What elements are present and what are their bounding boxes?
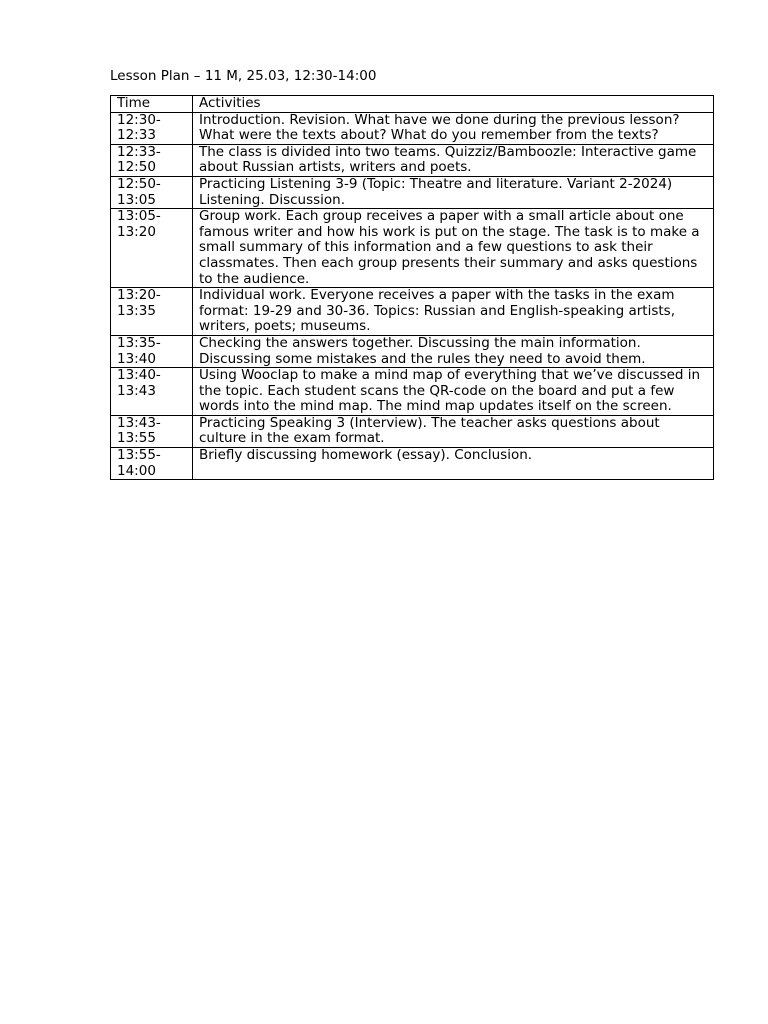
table-row [111, 176, 714, 208]
time-cell [111, 288, 193, 336]
table-row [111, 448, 714, 480]
table-row [111, 368, 714, 416]
time-end: 13:20 [117, 223, 156, 240]
activity-cell: Practicing Listening 3-9 (Topic: Theatre and literature. Variant 2-2024) Listening. Discussion. [193, 176, 714, 208]
time-start: 13:43- [117, 415, 161, 431]
time-end: 13:05 [117, 191, 156, 208]
time-start: 12:50- [117, 176, 161, 192]
time-cell [111, 209, 193, 288]
time-cell [111, 176, 193, 208]
table-row [111, 144, 714, 176]
table-header-row [111, 96, 714, 113]
time-end: 13:55 [117, 430, 156, 447]
time-start: 13:40- [117, 367, 161, 384]
activity-cell: Briefly discussing homework (essay). Conclusion. [193, 448, 714, 480]
time-cell [111, 144, 193, 176]
lesson-plan-table [110, 95, 714, 480]
time-end: 12:50 [117, 159, 156, 176]
activity-cell: The class is divided into two teams. Quizziz/Bamboozle: Interactive game about Russian artists, writers and poets. [193, 144, 714, 176]
header-activities: Activities [193, 96, 714, 113]
table-row [111, 209, 714, 288]
time-cell [111, 415, 193, 447]
time-start: 12:33- [117, 144, 161, 160]
activity-cell: Individual work. Everyone receives a paper with the tasks in the exam format: 19-29 and 30-36. Topics: Russian and English-speaking artists, writers, poets; museums. [193, 288, 714, 336]
time-end: 12:33 [117, 127, 156, 144]
time-start: 12:30- [117, 112, 161, 128]
time-start: 13:05- [117, 208, 161, 225]
header-time: Time [111, 96, 193, 113]
time-cell [111, 368, 193, 416]
time-start: 13:20- [117, 287, 161, 304]
activity-cell: Group work. Each group receives a paper with a small article about one famous writer and how his work is put on the stage. The task is to make a small summary of this information and a few questions to ask their classmates. Then each group presents their summary and asks questions to the audience. [193, 209, 714, 288]
table-row [111, 335, 714, 367]
time-cell [111, 448, 193, 480]
time-end: 13:40 [117, 350, 156, 367]
time-end: 13:43 [117, 382, 156, 399]
activity-cell: Introduction. Revision. What have we done during the previous lesson? What were the texts about? What do you remember from the texts? [193, 112, 714, 144]
table-row [111, 415, 714, 447]
activity-cell: Checking the answers together. Discussing the main information. Discussing some mistakes and the rules they need to avoid them. [193, 335, 714, 367]
page-title: Lesson Plan – 11 M, 25.03, 12:30-14:00 [110, 68, 377, 84]
time-start: 13:55- [117, 447, 161, 464]
time-end: 13:35 [117, 302, 156, 319]
table-row [111, 112, 714, 144]
activity-cell: Using Wooclap to make a mind map of everything that we’ve discussed in the topic. Each student scans the QR-code on the board and put a few words into the mind map. The mind map updates itself on the screen. [193, 368, 714, 416]
time-start: 13:35- [117, 335, 161, 351]
time-end: 14:00 [117, 462, 156, 479]
table-row [111, 288, 714, 336]
activity-cell: Practicing Speaking 3 (Interview). The teacher asks questions about culture in the exam format. [193, 415, 714, 447]
time-cell [111, 335, 193, 367]
time-cell [111, 112, 193, 144]
